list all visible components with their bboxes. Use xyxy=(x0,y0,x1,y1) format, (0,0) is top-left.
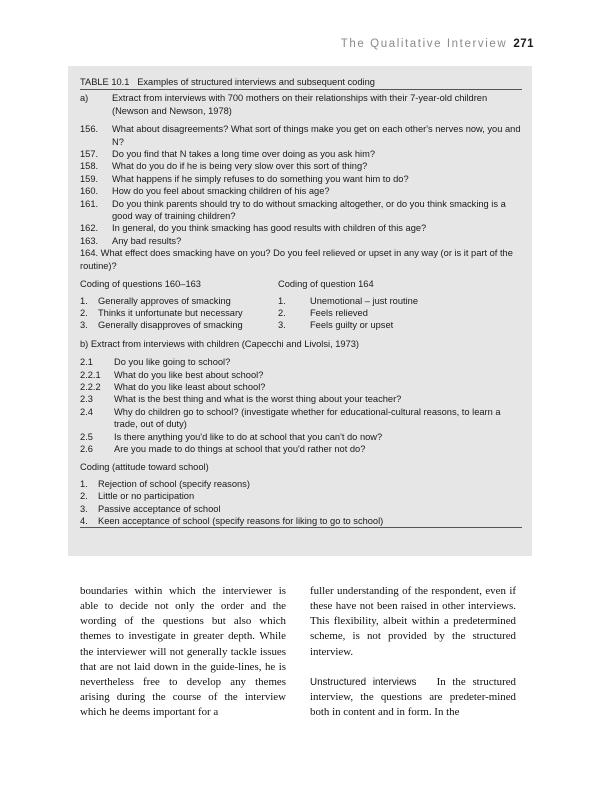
table-10-1 xyxy=(80,76,522,528)
list-item xyxy=(80,319,278,331)
item-text: Keen acceptance of school (specify reasons for liking to go to school) xyxy=(98,516,384,526)
item-text: Any bad results? xyxy=(112,235,182,246)
coding-row xyxy=(80,319,522,331)
item-text: Little or no participation xyxy=(98,491,195,502)
item-number: 2.1 xyxy=(80,357,93,368)
item-number: 160. xyxy=(80,186,99,197)
item-text: Do you like going to school? xyxy=(114,357,231,368)
item-text: Feels relieved xyxy=(310,307,368,318)
item-text: Feels guilty or upset xyxy=(310,320,394,331)
list-item xyxy=(80,185,522,197)
item-number: 158. xyxy=(80,161,99,172)
item-text: Thinks it unfortunate but necessary xyxy=(98,307,243,318)
coding-b-list xyxy=(80,478,522,528)
item-number: 159. xyxy=(80,173,99,184)
page-number: 271 xyxy=(513,38,534,50)
coding-right-title: Coding of question 164 xyxy=(278,279,374,290)
item-number: 2.3 xyxy=(80,394,93,405)
item-number: 2. xyxy=(278,307,286,318)
list-item xyxy=(80,160,522,172)
item-text: Do you find that N takes a long time over doing as you ask him? xyxy=(112,149,376,160)
item-number: 3. xyxy=(80,503,88,514)
list-item xyxy=(80,503,522,515)
item-text: What happens if he simply refuses to do something you want him to do? xyxy=(112,173,409,184)
item-text: What do you do if he is being very slow over this sort of thing? xyxy=(112,161,368,172)
item-number: 156. xyxy=(80,124,99,135)
item-text: What do you like best about school? xyxy=(114,369,264,380)
list-item xyxy=(80,478,522,490)
item-text: How do you feel about smacking children of his age? xyxy=(112,186,330,197)
item-number: 157. xyxy=(80,149,99,160)
caption-label: TABLE 10.1 xyxy=(80,77,130,87)
table-caption xyxy=(80,76,522,89)
item-number: 3. xyxy=(80,320,88,331)
coding-a-rows xyxy=(80,295,522,332)
body-column-right xyxy=(310,584,516,720)
part-a-heading: a) Extract from interviews with 700 mothers on their relationships with their 7-year-old children (Newson and Newson, 1978) xyxy=(80,93,488,116)
item-text: Passive acceptance of school xyxy=(98,503,221,514)
item-number: 2.4 xyxy=(80,406,93,417)
item-text: Generally disapproves of smacking xyxy=(98,320,243,331)
list-item xyxy=(80,369,522,381)
list-item xyxy=(80,235,522,247)
item-number: 163. xyxy=(80,235,99,246)
item-number: 2.2.2 xyxy=(80,381,101,392)
item-text: In general, do you think smacking has good results with children of this age? xyxy=(112,223,427,234)
item-text: Is there anything you'd like to do at school that you can't do now? xyxy=(114,431,383,442)
item-number: 161. xyxy=(80,198,99,209)
item-number: 2.6 xyxy=(80,443,93,454)
item-text: Are you made to do things at school that you'd rather not do? xyxy=(114,443,366,454)
item-text: What about disagreements? What sort of things make you get on each other's nerves now, you and N? xyxy=(112,124,521,147)
item-number: 4. xyxy=(80,516,88,526)
item-number: 1. xyxy=(80,295,88,306)
list-item xyxy=(80,356,522,368)
list-item xyxy=(80,148,522,160)
list-item xyxy=(80,406,522,431)
list-item xyxy=(80,515,522,527)
item-number: 2. xyxy=(80,307,88,318)
list-item xyxy=(80,381,522,393)
coding-a xyxy=(80,278,522,290)
section-heading: Unstructured interviews xyxy=(310,676,417,688)
item-text: What do you like least about school? xyxy=(114,381,266,392)
coding-row xyxy=(80,307,522,319)
item-number: 1. xyxy=(80,478,88,489)
list-item xyxy=(80,295,278,307)
item-text: Why do children go to school? (investigate whether for educational-cultural reasons, to learn a trade, out of duty) xyxy=(114,406,501,430)
body-paragraph-2: Unstructured interviews In the structured interview, the questions are predeter-mined both in content and in form. In the xyxy=(310,675,516,719)
table-box xyxy=(68,66,532,556)
list-item xyxy=(80,173,522,185)
part-b-title: b) Extract from interviews with children (Capecchi and Livolsi, 1973) xyxy=(80,338,360,349)
list-item xyxy=(80,123,522,148)
item-text: Do you think parents should try to do without smacking altogether, or do you think smacking is a good way of training children? xyxy=(112,198,506,222)
item-number: 2.5 xyxy=(80,431,93,442)
body-paragraph: fuller understanding of the respondent, even if these have not been raised in other interviews. This flexibility, albeit within a predetermined scheme, is not provided by the structured interview. xyxy=(310,585,516,658)
item-number: 2. xyxy=(80,491,88,502)
running-header xyxy=(341,38,534,50)
list-item xyxy=(80,198,522,223)
item-number: 2.2.1 xyxy=(80,369,101,380)
list-item xyxy=(80,431,522,443)
item-number: 162. xyxy=(80,223,99,234)
coding-row xyxy=(80,295,522,307)
coding-b-title: Coding (attitude toward school) xyxy=(80,462,209,473)
part-a-questions xyxy=(80,123,522,247)
item-text: Rejection of school (specify reasons) xyxy=(98,478,250,489)
item-number: 1. xyxy=(278,295,286,306)
list-item xyxy=(80,443,522,455)
body-paragraph: boundaries within which the interviewer is able to decide not only the order and the wording of the questions but also which themes to investigate in greater depth. While the interviewer will not generally tackle issues that are not laid down in the guide-lines, he is nevertheless free to develop any themes arising during the course of the interview which he deems important for a xyxy=(80,585,286,719)
item-text: Unemotional – just routine xyxy=(310,295,419,306)
body-column-left xyxy=(80,584,286,720)
list-item xyxy=(80,393,522,405)
list-item xyxy=(278,295,522,307)
coding-left-title: Coding of questions 160–163 xyxy=(80,279,201,290)
list-item xyxy=(278,307,522,319)
item-text: What is the best thing and what is the worst thing about your teacher? xyxy=(114,394,402,405)
item-number: 3. xyxy=(278,320,286,331)
question-164: 164. What effect does smacking have on you? Do you feel relieved or upset in any way (or is it part of the routine)? xyxy=(80,248,513,271)
item-text: Generally approves of smacking xyxy=(98,295,231,306)
list-item xyxy=(80,307,278,319)
part-b-questions xyxy=(80,356,522,455)
running-title: The Qualitative Interview xyxy=(340,38,508,50)
list-item xyxy=(80,490,522,502)
list-item xyxy=(278,319,522,331)
caption-text: Examples of structured interviews and subsequent coding xyxy=(137,77,375,87)
list-item xyxy=(80,222,522,234)
